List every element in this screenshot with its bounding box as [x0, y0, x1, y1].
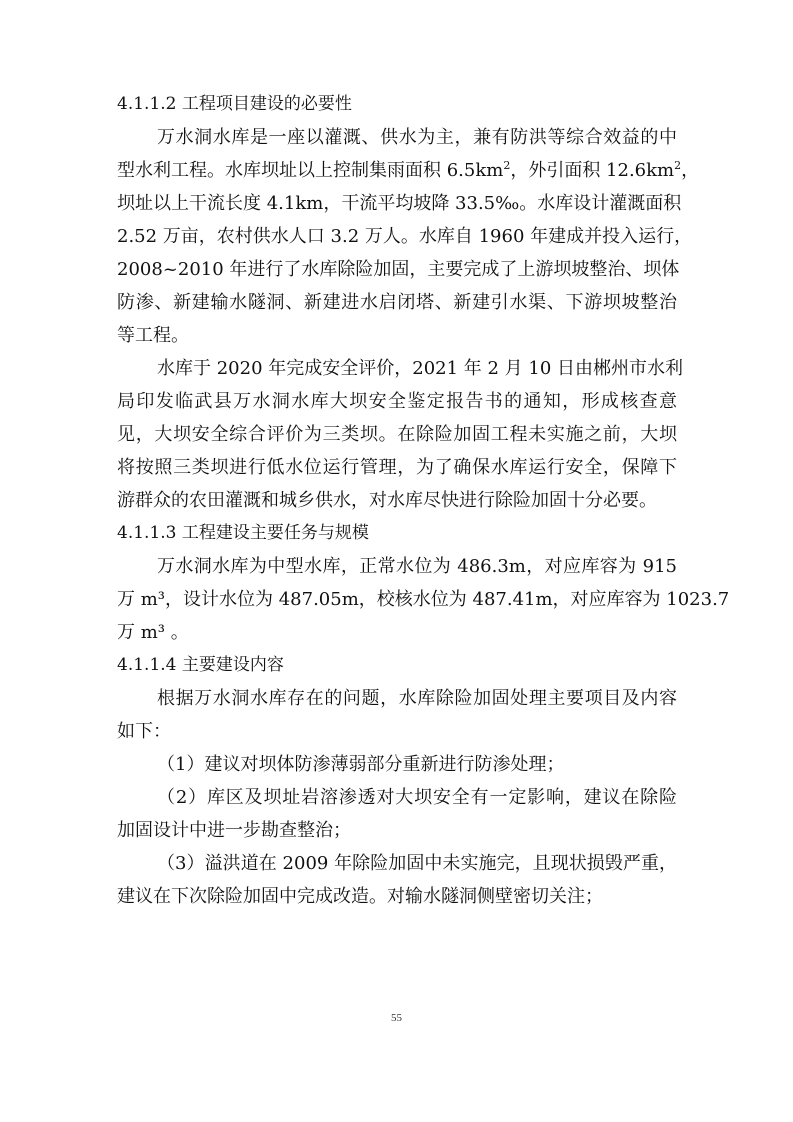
text-line: 万 m³，设计水位为 487.05m，校核水位为 487.41m，对应库容为 1023.7	[117, 589, 730, 610]
section-heading-4-1-1-3: 4.1.1.3 工程建设主要任务与规模	[117, 523, 369, 543]
text-line: 加固设计中进一步勘查整治；	[117, 820, 351, 841]
text-line: 如下：	[117, 721, 171, 742]
text-line: 2008~2010 年进行了水库除险加固，主要完成了上游坝坡整治、坝体	[117, 259, 680, 280]
text-line: 万水洞水库是一座以灌溉、供水为主，兼有防洪等综合效益的中	[157, 127, 677, 148]
text-line: 型水利工程。水库坝址以上控制集雨面积 $6.5km^2$，外引面积 $12.6km^2$，	[117, 159, 700, 181]
text-line: 水库于 2020 年完成安全评价，2021 年 2 月 10 日由郴州市水利	[157, 358, 684, 379]
text-line: 2.52 万亩，农村供水人口 3.2 万人。水库自 1960 年建成并投入运行，	[117, 226, 693, 247]
text-line: （3）溢洪道在 2009 年除险加固中未实施完，且现状损毁严重，	[157, 853, 677, 874]
text-line: 等工程。	[117, 325, 189, 346]
paragraph-construction-intro	[117, 682, 677, 748]
text-line: 坝址以上干流长度 4.1km，干流平均坡降 33.5‰。水库设计灌溉面积	[117, 193, 682, 214]
text-line: 根据万水洞水库存在的问题，水库除险加固处理主要项目及内容	[157, 688, 677, 709]
page-number: 55	[391, 1012, 402, 1024]
paragraph-tasks-scale	[117, 550, 730, 649]
text-line: 建议在下次除险加固中完成改造。对输水隧洞侧壁密切关注；	[117, 886, 603, 907]
text-line: 万水洞水库为中型水库，正常水位为 486.3m，对应库容为 915	[157, 556, 677, 577]
paragraph-necessity-1	[117, 121, 700, 352]
superscript: 2	[674, 159, 682, 172]
text-line: 见，大坝安全综合评价为三类坝。在除险加固工程未实施之前，大坝	[117, 424, 677, 445]
list-item-1	[117, 748, 677, 781]
text-line: （2）库区及坝址岩溶渗透对大坝安全有一定影响，建议在除险	[157, 787, 677, 808]
section-heading-4-1-1-4: 4.1.1.4 主要建设内容	[117, 655, 284, 675]
text-line: 游群众的农田灌溉和城乡供水，对水库尽快进行除险加固十分必要。	[117, 490, 657, 511]
section-heading-4-1-1-2: 4.1.1.2 工程项目建设的必要性	[117, 94, 352, 114]
list-item-3	[117, 847, 677, 913]
text-line: 万 m³ 。	[117, 622, 189, 643]
document-body	[117, 88, 730, 913]
superscript: 2	[503, 159, 511, 172]
list-item-2	[117, 781, 677, 847]
text-line: 将按照三类坝进行低水位运行管理，为了确保水库运行安全，保障下	[117, 457, 677, 478]
paragraph-necessity-2	[117, 352, 684, 517]
text-line: 局印发临武县万水洞水库大坝安全鉴定报告书的通知，形成核查意	[117, 391, 677, 412]
text-line: 防渗、新建输水隧洞、新建进水启闭塔、新建引水渠、下游坝坡整治	[117, 292, 677, 313]
text-line: （1）建议对坝体防渗薄弱部分重新进行防渗处理；	[157, 754, 565, 775]
